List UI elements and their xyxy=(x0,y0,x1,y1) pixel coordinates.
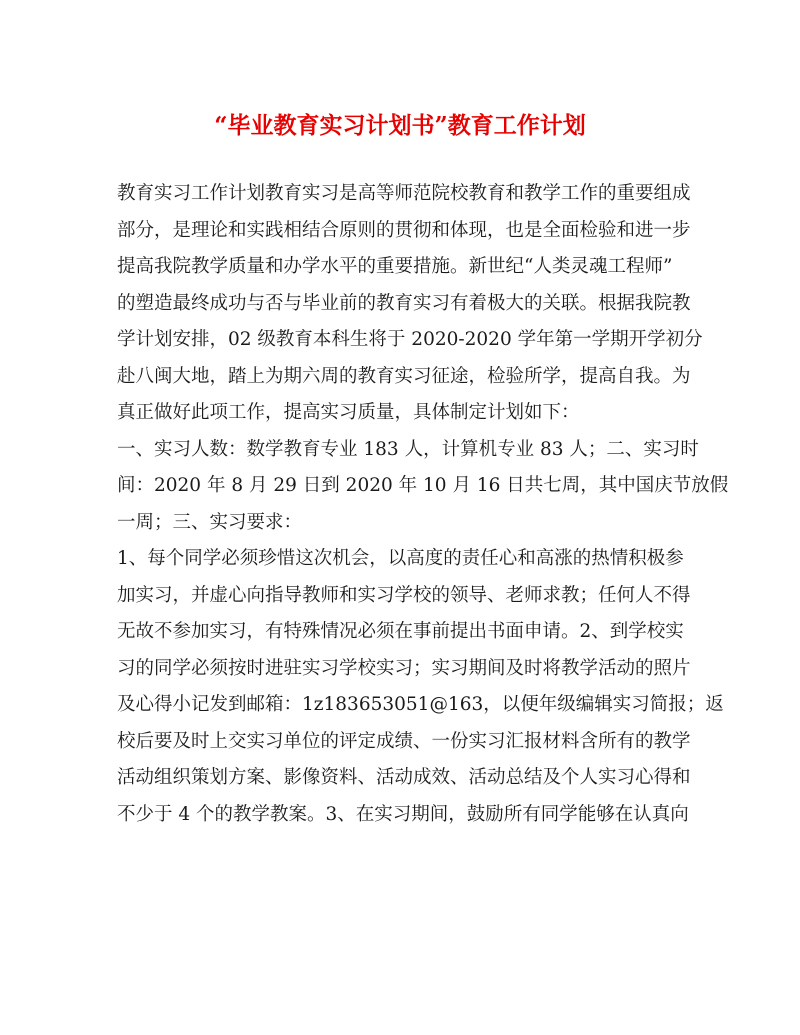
body-line: 学计划安排，02 级教育本科生将于 2020-2020 学年第一学期开学初分 xyxy=(117,329,703,350)
body-line: 及心得小记发到邮箱：1z183653051@163，以便年级编辑实习简报；返 xyxy=(117,694,724,715)
body-line: 1、每个同学必须珍惜这次机会，以高度的责任心和高涨的热情积极参 xyxy=(117,548,684,569)
body-line: 加实习，并虚心向指导教师和实习学校的领导、老师求教；任何人不得 xyxy=(117,584,691,606)
body-line: 真正做好此项工作，提高实习质量，具体制定计划如下： xyxy=(117,402,580,423)
body-line: 提高我院教学质量和办学水平的重要措施。新世纪“人类灵魂工程师” xyxy=(117,256,673,277)
body-line: 一、实习人数：数学教育专业 183 人，计算机专业 83 人；二、实习时 xyxy=(117,438,699,460)
body-line: 不少于 4 个的教学教案。3、在实习期间，鼓励所有同学能够在认真向 xyxy=(117,803,689,825)
body-line: 的塑造最终成功与否与毕业前的教育实习有着极大的关联。根据我院教 xyxy=(117,292,691,314)
document-body xyxy=(117,176,729,833)
body-line: 间：2020 年 8 月 29 日到 2020 年 10 月 16 日共七周，其中国庆节放假 xyxy=(117,475,729,496)
body-line: 习的同学必须按时进驻实习学校实习；实习期间及时将教学活动的照片 xyxy=(117,657,691,679)
body-line: 一周；三、实习要求： xyxy=(117,511,303,533)
body-line: 赴八闽大地，踏上为期六周的教育实习征途，检验所学，提高自我。为 xyxy=(117,365,691,387)
body-line: 无故不参加实习，有特殊情况必须在事前提出书面申请。2、到学校实 xyxy=(117,621,684,642)
body-line: 活动组织策划方案、影像资料、活动成效、活动总结及个人实习心得和 xyxy=(117,767,691,788)
body-line: 部分，是理论和实践相结合原则的贯彻和体现，也是全面检验和进一步 xyxy=(117,219,691,241)
body-line: 教育实习工作计划教育实习是高等师范院校教育和教学工作的重要组成 xyxy=(117,183,691,204)
document-title: “毕业教育实习计划书”教育工作计划 xyxy=(214,112,586,139)
body-line: 校后要及时上交实习单位的评定成绩、一份实习汇报材料含所有的教学 xyxy=(117,730,691,752)
